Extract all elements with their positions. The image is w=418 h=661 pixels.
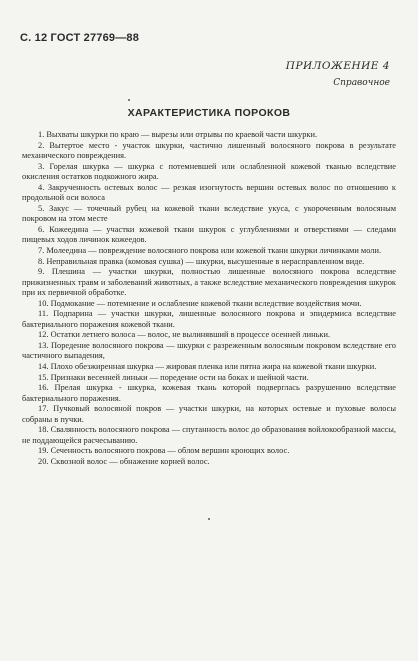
list-item: 3. Горелая шкурка — шкурка с потемневшей или ослабленной кожевой тканью вследствие окисления остатков подкожного жира. xyxy=(22,161,396,182)
appendix-label: ПРИЛОЖЕНИЕ 4 xyxy=(285,60,390,72)
list-item: 2. Вытертое место - участок шкурки, частично лишенный волосяного покрова в результате механического повреждения. xyxy=(22,140,396,161)
list-item: 7. Молеедина — повреждение волосяного покрова или кожевой ткани шкурки личинками моли. xyxy=(38,246,382,256)
list-item: 15. Признаки весенней линьки — поредение ости на боках и шейной части. xyxy=(38,372,309,382)
list-item: 4. Закрученность остевых волос — резкая изогнутость вершин остевых волос по отношению к продольной оси волоса xyxy=(22,182,396,203)
list-item: 14. Плохо обезжиренная шкурка — жировая пленка или пятна жира на кожевой ткани шкурки. xyxy=(38,362,377,372)
list-item: 12. Остатки летнего волоса — волос, не вылинявший в процессе осенней линьки. xyxy=(38,330,331,340)
list-item: 13. Поредение волосяного покрова — шкурки с разреженным волосяным покровом вследствие его частичного выпадения, xyxy=(22,340,396,361)
list-item: 19. Сеченность волосяного покрова — облом вершин кроющих волос. xyxy=(38,446,290,456)
list-item: 18. Свалянность волосяного покрова — спутанность волос до образования войлокообразной массы, не поддающейся расчесыванию. xyxy=(22,425,396,445)
defects-list xyxy=(22,130,396,468)
list-item: 9. Плешина — участки шкурки, полностью лишенные волосяного покрова вследствие прижизненных травм и заболеваний животных, а также вследствие механического повреждения шкурок при их первичной обработке. xyxy=(22,267,396,298)
list-item: 8. Неправильная правка (комовая сушка) — шкурки, высушенные в нерасправленном виде. xyxy=(38,256,365,266)
list-item: 17. Пучковый волосяной покров — участки шкурки, на которых остевые и пуховые волосы собраны в пучки. xyxy=(22,404,396,424)
list-item: 10. Подмокание — потемнение и ослабление кожевой ткани вследствие воздействия мочи. xyxy=(38,298,362,308)
list-item: 11. Подпарина — участки шкурки, лишенные волосяного покрова и эпидермиса вследствие бактериального поражения кожевой ткани. xyxy=(22,309,396,329)
list-item: 1. Выхваты шкурки по краю — вырезы или отрывы по краевой части шкурки. xyxy=(38,130,318,139)
section-title: ХАРАКТЕРИСТИКА ПОРОКОВ xyxy=(127,107,291,119)
page-header: С. 12 ГОСТ 27769—88 xyxy=(20,32,140,44)
list-item: 16. Прелая шкурка - шкурка, кожевая ткань которой подверглась разрушению вследствие бактериального поражения. xyxy=(22,383,396,403)
list-item: 5. Закус — точечный рубец на кожевой ткани вследствие укуса, с укороченным волосяным покровом на этом месте xyxy=(22,203,396,224)
list-item: 20. Сквозной волос — обнажение корней волос. xyxy=(38,456,210,466)
scan-speck xyxy=(128,99,130,101)
list-item: 6. Кожеедина — участки кожевой ткани шкурок с углублениями и отверстиями — следами пищевых ходов личинок кожеедов. xyxy=(22,224,396,245)
appendix-type: Справочное xyxy=(333,78,390,88)
scan-speck xyxy=(208,518,210,520)
